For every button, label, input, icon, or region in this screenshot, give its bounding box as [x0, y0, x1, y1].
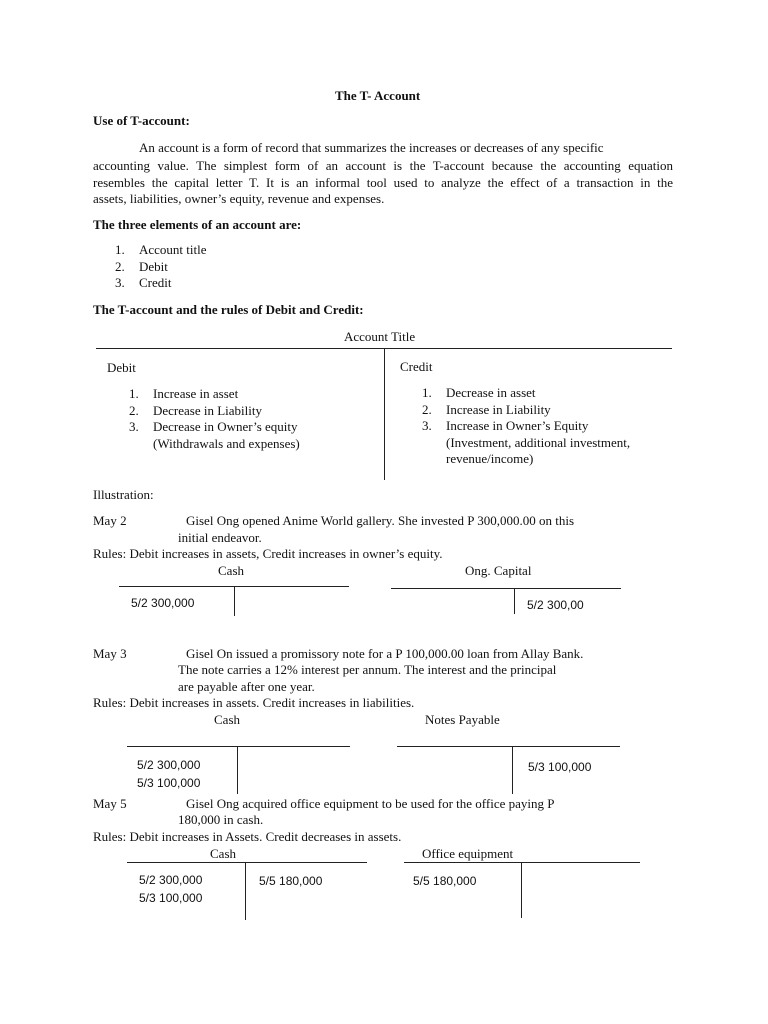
may3-cash-debit-2: 5/3 100,000 [137, 776, 201, 790]
list-item: 1. Decrease in asset [422, 385, 536, 400]
intro-line-1: An account is a form of record that summarizes the increases or decreases of any specific [139, 140, 604, 155]
elements-heading: The three elements of an account are: [93, 217, 302, 232]
debit-rules-list [129, 386, 300, 452]
may3-notes-stem [512, 746, 513, 794]
may5-cash-debit-1: 5/2 300,000 [139, 873, 203, 887]
may3-date: May 3 [93, 646, 127, 661]
may3-notes-title: Notes Payable [425, 712, 500, 727]
list-item: 3. Increase in Owner’s Equity [422, 418, 589, 433]
may5-cash-debit-2: 5/3 100,000 [139, 891, 203, 905]
list-item: 2. Increase in Liability [422, 401, 551, 417]
may2-date: May 2 [93, 513, 127, 528]
may2-cash-stem [234, 586, 235, 616]
rules-t-stem [384, 348, 385, 480]
list-item: 1. Increase in asset [129, 386, 239, 401]
use-heading: Use of T-account: [93, 113, 190, 128]
may2-desc-2: initial endeavor. [178, 530, 262, 545]
rules-heading: The T-account and the rules of Debit and Credit: [93, 302, 364, 317]
rules-debit-label: Debit [107, 360, 136, 375]
may3-desc-2: The note carries a 12% interest per annum. The interest and the principal [178, 662, 557, 677]
intro-line-2: accounting value. The simplest form of an account is the T-account because the accounting equation [93, 158, 673, 173]
may3-cash-stem [237, 746, 238, 794]
illustration-label: Illustration: [93, 487, 154, 502]
may5-desc-2: 180,000 in cash. [178, 812, 264, 827]
may3-cash-crossbar [127, 746, 350, 747]
may2-cash-debit-1: 5/2 300,000 [131, 596, 195, 610]
may2-capital-credit-1: 5/2 300,00 [527, 598, 584, 612]
rules-t-title: Account Title [344, 329, 416, 344]
may3-cash-debit-1: 5/2 300,000 [137, 758, 201, 772]
credit-rules-list [422, 385, 630, 468]
elements-list [115, 242, 207, 292]
list-item: 2. Decrease in Liability [129, 402, 263, 418]
may2-capital-title: Ong. Capital [465, 563, 532, 578]
may5-cash-title: Cash [210, 846, 236, 861]
list-item: 2. Debit [115, 258, 168, 274]
rules-credit-label: Credit [400, 359, 433, 374]
may5-cash-crossbar [127, 862, 367, 863]
may5-cash-credit-1: 5/5 180,000 [259, 874, 323, 888]
list-item: revenue/income) [446, 451, 534, 466]
may3-desc-1: Gisel On issued a promissory note for a P 100,000.00 loan from Allay Bank. [186, 646, 584, 661]
list-item: 3. Decrease in Owner’s equity [129, 419, 298, 434]
list-item: (Investment, additional investment, [446, 434, 631, 450]
may5-desc-1: Gisel Ong acquired office equipment to be used for the office paying P [186, 796, 555, 811]
may3-notes-credit-1: 5/3 100,000 [528, 760, 592, 774]
may5-cash-stem [245, 862, 246, 920]
may3-cash-title: Cash [214, 712, 240, 727]
intro-line-4: assets, liabilities, owner’s equity, revenue and expenses. [93, 191, 385, 206]
list-item: 1. Account title [115, 242, 207, 257]
may3-notes-crossbar [397, 746, 620, 747]
may5-equipment-stem [521, 862, 522, 918]
may2-capital-crossbar [391, 588, 621, 589]
may5-rule: Rules: Debit increases in Assets. Credit decreases in assets. [93, 829, 402, 844]
may3-desc-3: are payable after one year. [178, 679, 315, 694]
may5-equipment-crossbar [404, 862, 640, 863]
page-title: The T- Account [335, 88, 421, 103]
may5-equipment-title: Office equipment [422, 846, 514, 861]
intro-line-3: resembles the capital letter T. It is an informal tool used to analyze the effect of a transaction in the [93, 175, 673, 190]
may3-rule: Rules: Debit increases in assets. Credit increases in liabilities. [93, 695, 415, 710]
list-item: 3. Credit [115, 275, 172, 290]
may2-cash-title: Cash [218, 563, 244, 578]
may2-rule: Rules: Debit increases in assets, Credit increases in owner’s equity. [93, 546, 443, 561]
may2-desc-1: Gisel Ong opened Anime World gallery. She invested P 300,000.00 on this [186, 513, 575, 528]
may5-equipment-debit-1: 5/5 180,000 [413, 874, 477, 888]
list-item: (Withdrawals and expenses) [153, 435, 300, 451]
may2-capital-stem [514, 588, 515, 614]
may5-date: May 5 [93, 796, 127, 811]
